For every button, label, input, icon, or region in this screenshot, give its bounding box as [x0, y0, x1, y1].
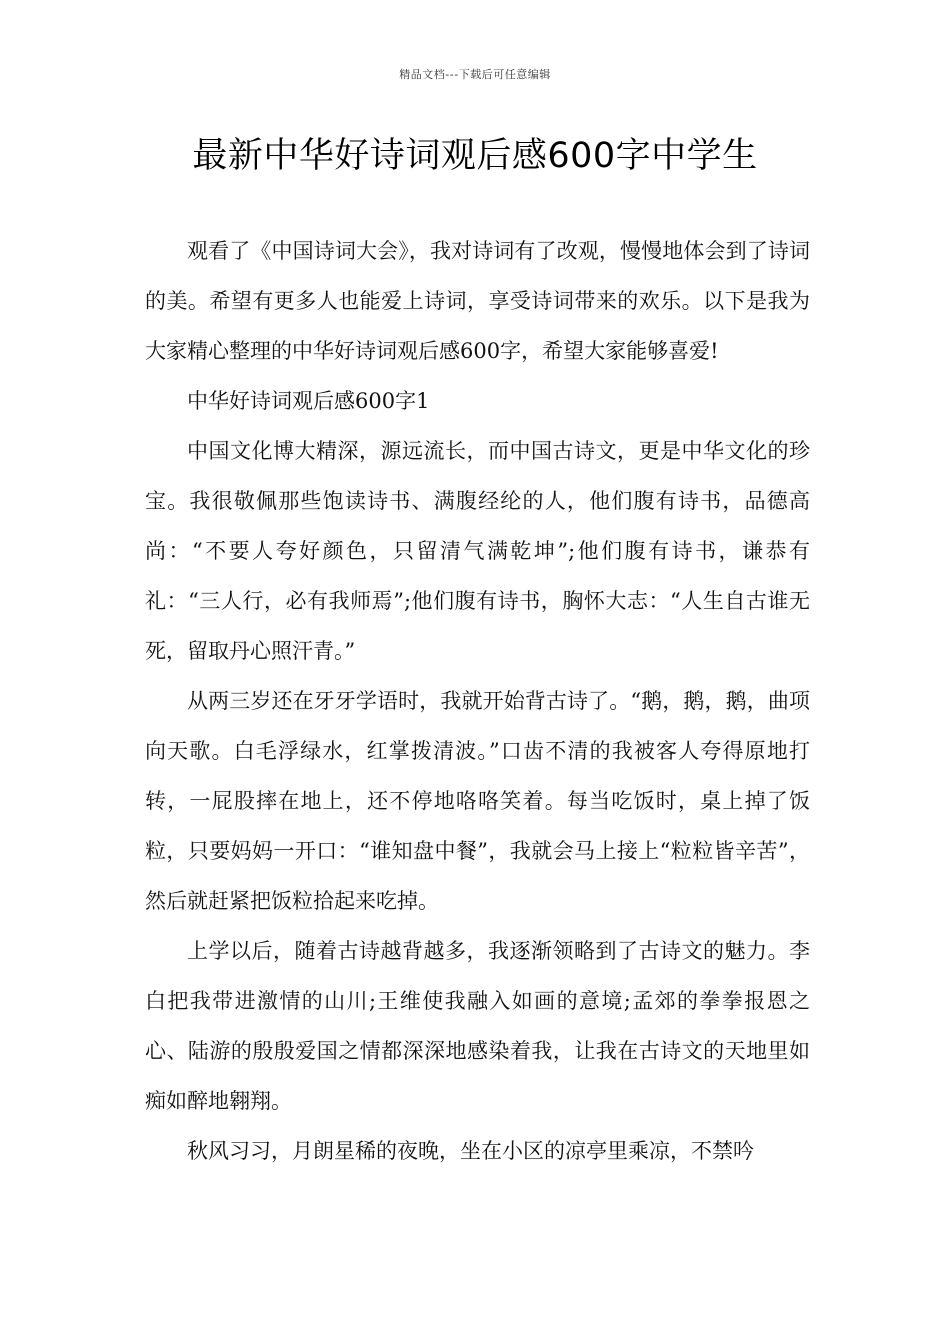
body-paragraph: 上学以后，随着古诗越背越多，我逐渐领略到了古诗文的魅力。李白把我带进激情的山川;王维使我融入如画的意境;孟郊的拳拳报恩之心、陆游的殷殷爱国之情都深深地感染着我，让我在古诗文的天地里如痴如醉地翱翔。 — [145, 939, 810, 1113]
intro-paragraph: 观看了《中国诗词大会》，我对诗词有了改观，慢慢地体会到了诗词的美。希望有更多人也能爱上诗词，享受诗词带来的欢乐。以下是我为大家精心整理的中华好诗词观后感600字，希望大家能够喜爱! — [145, 239, 810, 363]
header-note: 精品文档---下载后可任意编辑 — [399, 68, 551, 81]
body-paragraph: 从两三岁还在牙牙学语时，我就开始背古诗了。“鹅，鹅，鹅，曲项向天歌。白毛浮绿水，红掌拨清波。”口齿不清的我被客人夸得原地打转，一屁股摔在地上，还不停地咯咯笑着。每当吃饭时，桌上掉了饭粒，只要妈妈一开口：“谁知盘中餐”，我就会马上接上“粒粒皆辛苦”，然后就赶紧把饭粒拾起来吃掉。 — [145, 689, 810, 913]
section-heading: 中华好诗词观后感600字1 — [187, 389, 430, 413]
document-body — [145, 226, 810, 1176]
body-paragraph: 秋风习习，月朗星稀的夜晚，坐在小区的凉亭里乘凉，不禁吟 — [187, 1139, 754, 1163]
body-paragraph: 中国文化博大精深，源远流长，而中国古诗文，更是中华文化的珍宝。我很敬佩那些饱读诗书、满腹经纶的人，他们腹有诗书，品德高尚：“不要人夸好颜色，只留清气满乾坤”;他们腹有诗书，谦恭有礼：“三人行，必有我师焉”;他们腹有诗书，胸怀大志：“人生自古谁无死，留取丹心照汗青。” — [145, 439, 810, 663]
document-title: 最新中华好诗词观后感600字中学生 — [192, 136, 758, 176]
